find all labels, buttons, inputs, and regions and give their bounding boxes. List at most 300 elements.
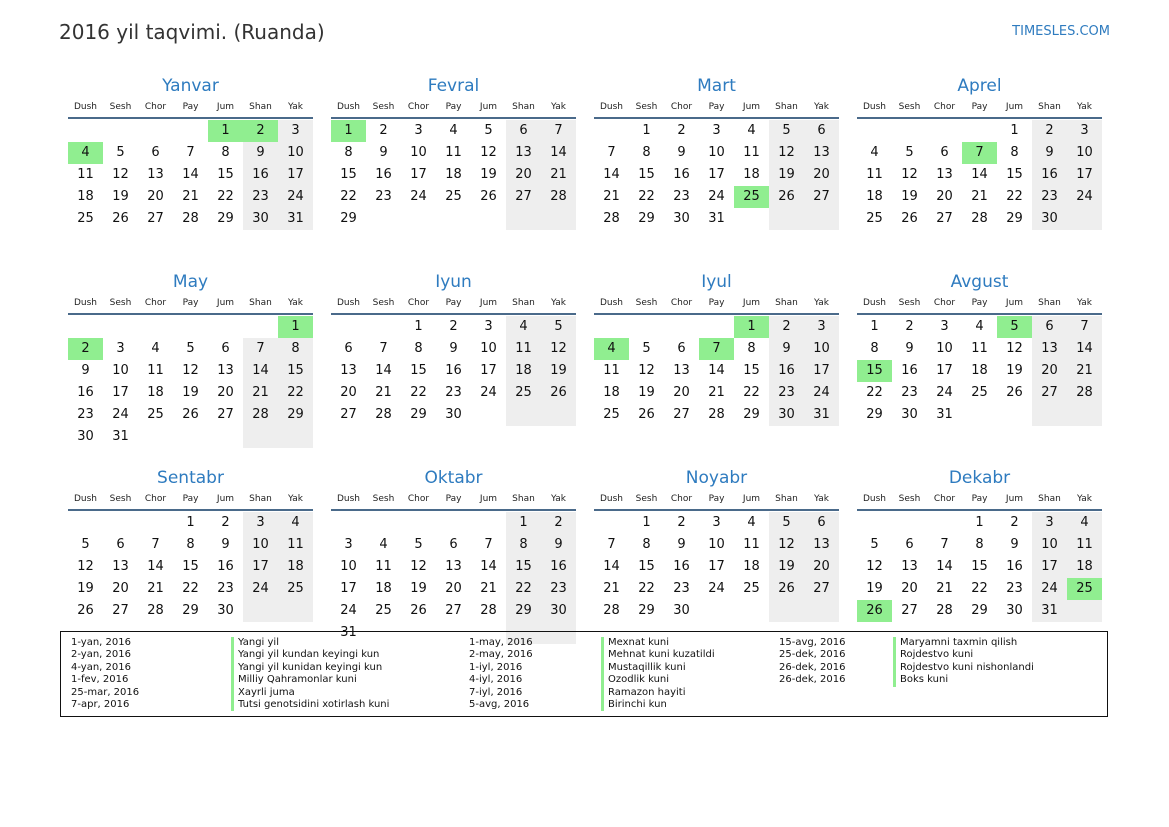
legend-holiday-name: Yangi yil kundan keyingi kun xyxy=(231,649,469,661)
week-row xyxy=(331,512,576,534)
day-cell: 8 xyxy=(642,145,651,160)
week-row xyxy=(68,600,313,622)
weekday-label: Dush xyxy=(599,102,624,112)
day-cell: 14 xyxy=(603,559,620,574)
empty-cell xyxy=(436,512,471,534)
empty-cell xyxy=(1032,404,1067,426)
day-cell: 6 xyxy=(506,120,541,142)
day-cell: 23 xyxy=(77,407,94,422)
day-cell: 28 xyxy=(936,603,953,618)
day-cell: 7 xyxy=(186,145,195,160)
empty-cell xyxy=(804,208,839,230)
day-cell: 11 xyxy=(77,167,94,182)
day-cell: 10 xyxy=(243,534,278,556)
legend-date: 26-dek, 2016 xyxy=(779,661,846,673)
month-oktabr xyxy=(331,467,576,643)
day-cell: 28 xyxy=(243,404,278,426)
empty-cell xyxy=(278,426,313,448)
day-cell: 23 xyxy=(217,581,234,596)
day-cell: 5 xyxy=(186,341,195,356)
weekday-label: Sesh xyxy=(109,102,132,112)
day-cell: 10 xyxy=(708,537,725,552)
weekday-label: Shan xyxy=(1038,102,1061,112)
day-cell: 28 xyxy=(971,211,988,226)
day-cell: 12 xyxy=(1006,341,1023,356)
empty-cell xyxy=(804,600,839,622)
empty-cell xyxy=(769,600,804,622)
month-dekabr xyxy=(857,467,1102,643)
header-divider xyxy=(857,117,1102,119)
empty-cell xyxy=(1067,404,1102,426)
weekday-label: Yak xyxy=(814,494,829,504)
month-sentabr xyxy=(68,467,313,643)
month-yanvar xyxy=(68,75,313,251)
empty-cell xyxy=(997,404,1032,426)
day-cell: 15 xyxy=(743,363,760,378)
empty-cell xyxy=(436,208,471,230)
day-cell: 30 xyxy=(217,603,234,618)
header-divider xyxy=(68,313,313,315)
day-cell: 16 xyxy=(445,363,462,378)
week-row xyxy=(331,382,576,404)
day-cell: 20 xyxy=(901,581,918,596)
day-cell: 20 xyxy=(673,385,690,400)
empty-cell xyxy=(506,404,541,426)
day-cell: 14 xyxy=(603,167,620,182)
weekday-label: Jum xyxy=(479,494,498,504)
legend-holiday-name: Ramazon hayiti xyxy=(601,687,779,699)
day-cell: 10 xyxy=(1032,534,1067,556)
day-cell: 8 xyxy=(221,145,230,160)
legend-names xyxy=(231,637,469,716)
weekday-label: Yak xyxy=(814,298,829,308)
day-cell: 26 xyxy=(77,603,94,618)
day-cell: 15 xyxy=(857,360,892,382)
day-cell: 9 xyxy=(541,534,576,556)
weekday-label: Sesh xyxy=(635,102,658,112)
day-cell: 11 xyxy=(1067,534,1102,556)
day-cell: 21 xyxy=(603,581,620,596)
month-name: May xyxy=(172,272,209,292)
day-cell: 2 xyxy=(677,515,686,530)
weekday-label: Sesh xyxy=(109,298,132,308)
day-cell: 23 xyxy=(541,578,576,600)
day-cell: 28 xyxy=(603,211,620,226)
day-cell: 15 xyxy=(506,556,541,578)
empty-cell xyxy=(962,120,997,142)
day-cell: 26 xyxy=(769,578,804,600)
week-row xyxy=(857,142,1102,164)
week-row xyxy=(594,578,839,600)
day-cell: 7 xyxy=(379,341,388,356)
day-cell: 13 xyxy=(506,142,541,164)
weekday-label: Shan xyxy=(775,102,798,112)
week-row xyxy=(68,120,313,142)
weekday-label: Pay xyxy=(971,102,988,112)
day-cell: 1 xyxy=(414,319,423,334)
weekday-label: Shan xyxy=(1038,494,1061,504)
weekday-label: Pay xyxy=(182,102,199,112)
day-cell: 9 xyxy=(1032,142,1067,164)
day-cell: 22 xyxy=(743,385,760,400)
weekday-header xyxy=(857,97,1102,117)
day-cell: 9 xyxy=(905,341,914,356)
weekday-label: Shan xyxy=(512,102,535,112)
day-cell: 28 xyxy=(708,407,725,422)
empty-cell xyxy=(594,512,629,534)
day-cell: 4 xyxy=(506,316,541,338)
day-cell: 22 xyxy=(638,189,655,204)
weekday-label: Dush xyxy=(336,298,361,308)
day-cell: 7 xyxy=(243,338,278,360)
legend-holiday-name: Rojdestvo kuni nishonlandi xyxy=(893,662,1093,674)
week-row xyxy=(594,404,839,426)
day-cell: 12 xyxy=(182,363,199,378)
day-cell: 10 xyxy=(480,341,497,356)
week-row xyxy=(594,186,839,208)
holiday-legend xyxy=(60,631,1108,717)
day-cell: 1 xyxy=(1010,123,1019,138)
day-cell: 22 xyxy=(1006,189,1023,204)
day-cell: 18 xyxy=(77,189,94,204)
week-row xyxy=(857,600,1102,622)
day-cell: 21 xyxy=(971,189,988,204)
empty-cell xyxy=(734,208,769,230)
day-cell: 8 xyxy=(344,145,353,160)
day-cell: 28 xyxy=(147,603,164,618)
day-cell: 11 xyxy=(743,145,760,160)
header-divider xyxy=(857,313,1102,315)
day-cell: 23 xyxy=(1032,186,1067,208)
empty-cell xyxy=(594,316,629,338)
day-cell: 25 xyxy=(971,385,988,400)
legend-date: 25-dek, 2016 xyxy=(779,649,846,661)
weekday-label: Jum xyxy=(479,298,498,308)
day-cell: 21 xyxy=(541,164,576,186)
day-cell: 17 xyxy=(278,164,313,186)
day-cell: 17 xyxy=(1067,164,1102,186)
day-cell: 21 xyxy=(936,581,953,596)
day-cell: 6 xyxy=(344,341,353,356)
weekday-label: Dush xyxy=(73,102,98,112)
weekday-label: Sesh xyxy=(635,494,658,504)
week-row xyxy=(857,512,1102,534)
week-row xyxy=(594,142,839,164)
empty-cell xyxy=(103,512,138,534)
week-row xyxy=(857,556,1102,578)
empty-cell xyxy=(138,426,173,448)
day-cell: 25 xyxy=(603,407,620,422)
empty-cell xyxy=(892,512,927,534)
day-cell: 11 xyxy=(603,363,620,378)
week-row xyxy=(68,556,313,578)
week-row xyxy=(857,578,1102,600)
day-cell: 11 xyxy=(866,167,883,182)
day-cell: 11 xyxy=(743,537,760,552)
day-cell: 22 xyxy=(278,382,313,404)
legend-holiday-name: Xayrli juma xyxy=(231,687,469,699)
day-cell: 2 xyxy=(243,120,278,142)
day-cell: 19 xyxy=(77,581,94,596)
day-cell: 25 xyxy=(147,407,164,422)
header-divider xyxy=(594,117,839,119)
day-cell: 18 xyxy=(1067,556,1102,578)
day-cell: 17 xyxy=(340,581,357,596)
day-cell: 12 xyxy=(480,145,497,160)
legend-date: 7-apr, 2016 xyxy=(71,699,130,711)
day-cell: 10 xyxy=(278,142,313,164)
day-cell: 17 xyxy=(936,363,953,378)
day-cell: 18 xyxy=(147,385,164,400)
day-cell: 27 xyxy=(445,603,462,618)
day-cell: 26 xyxy=(480,189,497,204)
weekday-label: Shan xyxy=(775,494,798,504)
empty-cell xyxy=(401,208,436,230)
day-cell: 13 xyxy=(936,167,953,182)
weekday-header xyxy=(594,97,839,117)
day-cell: 11 xyxy=(147,363,164,378)
legend-dates xyxy=(469,637,601,716)
week-row xyxy=(331,186,576,208)
site-link[interactable]: TIMESLES.COM xyxy=(1012,24,1110,39)
day-cell: 21 xyxy=(1067,360,1102,382)
weekday-label: Yak xyxy=(551,102,566,112)
weekday-label: Dush xyxy=(336,102,361,112)
empty-cell xyxy=(331,512,366,534)
weekday-label: Chor xyxy=(670,298,693,308)
week-row xyxy=(68,186,313,208)
weekday-label: Dush xyxy=(862,102,887,112)
day-cell: 13 xyxy=(804,142,839,164)
day-cell: 24 xyxy=(708,581,725,596)
week-row xyxy=(331,556,576,578)
day-cell: 18 xyxy=(506,360,541,382)
day-cell: 30 xyxy=(1032,208,1067,230)
day-cell: 1 xyxy=(208,120,243,142)
weekday-label: Dush xyxy=(336,494,361,504)
day-cell: 29 xyxy=(1006,211,1023,226)
day-cell: 2 xyxy=(1032,120,1067,142)
legend-dates xyxy=(779,637,893,716)
day-cell: 16 xyxy=(769,360,804,382)
header-divider xyxy=(594,509,839,511)
weekday-label: Dush xyxy=(862,298,887,308)
empty-cell xyxy=(541,404,576,426)
day-cell: 21 xyxy=(480,581,497,596)
month-name: Aprel xyxy=(957,76,1002,96)
weekday-label: Pay xyxy=(971,494,988,504)
day-cell: 15 xyxy=(217,167,234,182)
day-cell: 1 xyxy=(642,123,651,138)
day-cell: 22 xyxy=(410,385,427,400)
day-cell: 5 xyxy=(484,123,493,138)
empty-cell xyxy=(594,120,629,142)
day-cell: 11 xyxy=(375,559,392,574)
legend-date: 1-fev, 2016 xyxy=(71,674,129,686)
empty-cell xyxy=(629,316,664,338)
day-cell: 1 xyxy=(278,316,313,338)
day-cell: 22 xyxy=(340,189,357,204)
day-cell: 21 xyxy=(182,189,199,204)
empty-cell xyxy=(892,120,927,142)
day-cell: 27 xyxy=(804,578,839,600)
week-row xyxy=(857,186,1102,208)
weekday-label: Sesh xyxy=(898,494,921,504)
week-row xyxy=(857,208,1102,230)
weekday-header xyxy=(68,293,313,313)
week-row xyxy=(857,120,1102,142)
day-cell: 26 xyxy=(638,407,655,422)
day-cell: 6 xyxy=(804,120,839,142)
day-cell: 19 xyxy=(480,167,497,182)
day-cell: 26 xyxy=(857,600,892,622)
day-cell: 14 xyxy=(1067,338,1102,360)
day-cell: 14 xyxy=(147,559,164,574)
day-cell: 15 xyxy=(182,559,199,574)
day-cell: 20 xyxy=(340,385,357,400)
empty-cell xyxy=(471,208,506,230)
header-divider xyxy=(857,509,1102,511)
weekday-label: Pay xyxy=(445,494,462,504)
day-cell: 19 xyxy=(769,556,804,578)
day-cell: 12 xyxy=(638,363,655,378)
day-cell: 21 xyxy=(375,385,392,400)
month-name: Avgust xyxy=(950,272,1009,292)
day-cell: 31 xyxy=(708,211,725,226)
empty-cell xyxy=(664,316,699,338)
header-divider xyxy=(68,117,313,119)
weekday-label: Pay xyxy=(445,298,462,308)
empty-cell xyxy=(699,316,734,338)
day-cell: 3 xyxy=(940,319,949,334)
day-cell: 14 xyxy=(480,559,497,574)
empty-cell xyxy=(208,316,243,338)
day-cell: 4 xyxy=(151,341,160,356)
day-cell: 25 xyxy=(734,186,769,208)
weekday-label: Jum xyxy=(216,102,235,112)
empty-cell xyxy=(208,426,243,448)
day-cell: 18 xyxy=(375,581,392,596)
day-cell: 21 xyxy=(243,382,278,404)
weekday-label: Dush xyxy=(73,298,98,308)
day-cell: 6 xyxy=(940,145,949,160)
legend-date: 26-dek, 2016 xyxy=(779,674,846,686)
day-cell: 5 xyxy=(116,145,125,160)
day-cell: 5 xyxy=(769,512,804,534)
day-cell: 23 xyxy=(673,581,690,596)
month-iyun xyxy=(331,271,576,447)
empty-cell xyxy=(541,208,576,230)
day-cell: 3 xyxy=(484,319,493,334)
week-row xyxy=(331,208,576,230)
day-cell: 4 xyxy=(870,145,879,160)
weekday-label: Sesh xyxy=(898,102,921,112)
weekday-label: Shan xyxy=(1038,298,1061,308)
week-row xyxy=(331,120,576,142)
empty-cell xyxy=(173,426,208,448)
weekday-label: Shan xyxy=(775,298,798,308)
day-cell: 27 xyxy=(1032,382,1067,404)
day-cell: 12 xyxy=(901,167,918,182)
empty-cell xyxy=(173,120,208,142)
empty-cell xyxy=(471,404,506,426)
day-cell: 17 xyxy=(410,167,427,182)
day-cell: 4 xyxy=(68,142,103,164)
day-cell: 24 xyxy=(340,603,357,618)
day-cell: 14 xyxy=(182,167,199,182)
weekday-label: Shan xyxy=(512,298,535,308)
day-cell: 25 xyxy=(743,581,760,596)
day-cell: 15 xyxy=(971,559,988,574)
day-cell: 8 xyxy=(278,338,313,360)
day-cell: 15 xyxy=(278,360,313,382)
day-cell: 4 xyxy=(747,123,756,138)
week-row xyxy=(68,426,313,448)
day-cell: 9 xyxy=(677,537,686,552)
day-cell: 17 xyxy=(480,363,497,378)
day-cell: 25 xyxy=(375,603,392,618)
day-cell: 7 xyxy=(151,537,160,552)
day-cell: 20 xyxy=(445,581,462,596)
weekday-label: Yak xyxy=(1077,298,1092,308)
day-cell: 23 xyxy=(769,382,804,404)
weekday-label: Jum xyxy=(479,102,498,112)
day-cell: 27 xyxy=(901,603,918,618)
day-cell: 19 xyxy=(541,360,576,382)
week-row xyxy=(594,382,839,404)
week-row xyxy=(857,338,1102,360)
weekday-label: Pay xyxy=(445,102,462,112)
day-cell: 24 xyxy=(936,385,953,400)
legend-holiday-name: Birinchi kun xyxy=(601,699,779,711)
empty-cell xyxy=(243,426,278,448)
legend-holiday-name: Tutsi genotsidini xotirlash kuni xyxy=(231,699,469,711)
week-row xyxy=(857,164,1102,186)
day-cell: 8 xyxy=(186,537,195,552)
day-cell: 28 xyxy=(375,407,392,422)
day-cell: 28 xyxy=(603,603,620,618)
day-cell: 3 xyxy=(712,515,721,530)
day-cell: 25 xyxy=(866,211,883,226)
weekday-label: Chor xyxy=(670,494,693,504)
day-cell: 5 xyxy=(81,537,90,552)
week-row xyxy=(68,404,313,426)
legend-date: 4-yan, 2016 xyxy=(71,661,131,673)
day-cell: 16 xyxy=(541,556,576,578)
empty-cell xyxy=(278,600,313,622)
day-cell: 5 xyxy=(905,145,914,160)
legend-column xyxy=(779,637,1093,716)
day-cell: 18 xyxy=(603,385,620,400)
legend-names xyxy=(893,637,1093,716)
legend-holiday-name: Maryamni taxmin qilish xyxy=(893,637,1093,649)
weekday-label: Chor xyxy=(407,298,430,308)
day-cell: 27 xyxy=(936,211,953,226)
week-row xyxy=(331,316,576,338)
day-cell: 1 xyxy=(186,515,195,530)
empty-cell xyxy=(68,512,103,534)
day-cell: 7 xyxy=(699,338,734,360)
legend-holiday-name: Mexnat kuni xyxy=(601,637,779,649)
day-cell: 20 xyxy=(147,189,164,204)
weekday-header xyxy=(331,97,576,117)
day-cell: 25 xyxy=(445,189,462,204)
day-cell: 17 xyxy=(708,559,725,574)
weekday-label: Dush xyxy=(73,494,98,504)
day-cell: 13 xyxy=(804,534,839,556)
month-name: Sentabr xyxy=(157,468,224,488)
day-cell: 27 xyxy=(112,603,129,618)
